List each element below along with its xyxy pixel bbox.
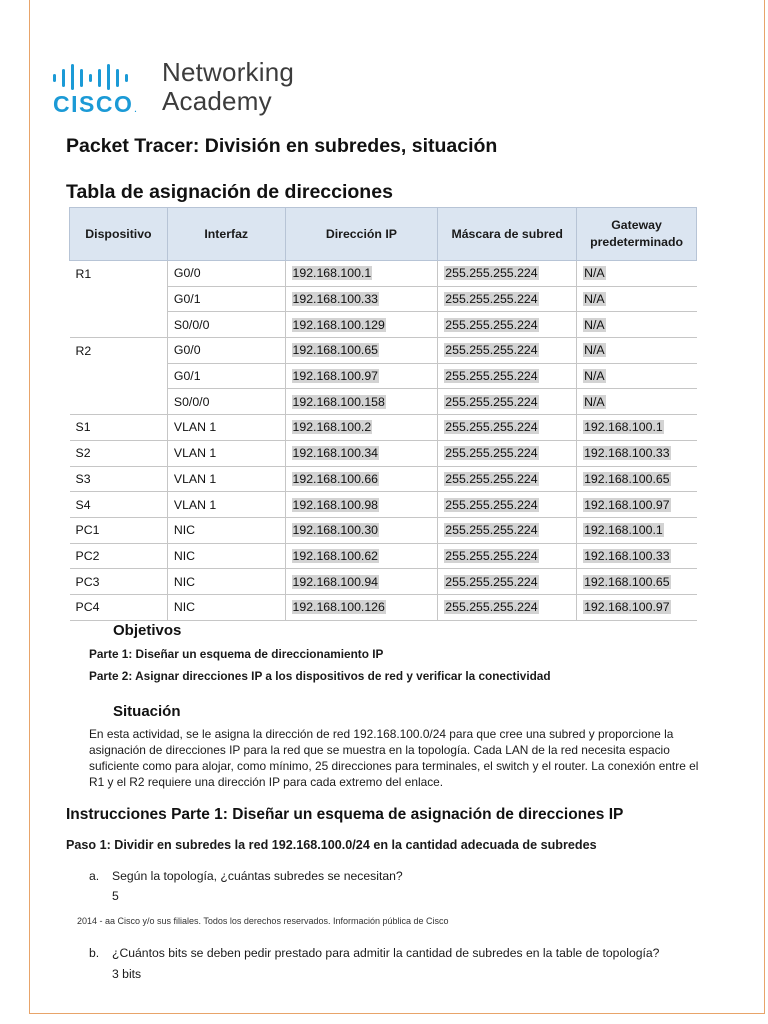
cell-interface: VLAN 1 [167, 415, 285, 441]
objective-part-1: Parte 1: Diseñar un esquema de direccionamiento IP [89, 647, 384, 661]
table-row [70, 415, 697, 441]
table-row [70, 517, 697, 543]
table-row [70, 492, 697, 518]
answer-b: 3 bits [112, 967, 142, 981]
cell-interface: S0/0/0 [167, 389, 285, 415]
cell-mask: 255.255.255.224 [438, 312, 577, 338]
cell-device: PC4 [70, 594, 168, 620]
cell-mask: 255.255.255.224 [438, 517, 577, 543]
cell-gateway: 192.168.100.65 [577, 466, 697, 492]
cell-ip: 192.168.100.33 [285, 286, 438, 312]
cell-ip: 192.168.100.126 [285, 594, 438, 620]
step-1-heading: Paso 1: Dividir en subredes la red 192.168.100.0/24 en la cantidad adecuada de subredes [66, 838, 597, 852]
cell-ip: 192.168.100.97 [285, 363, 438, 389]
cell-ip: 192.168.100.129 [285, 312, 438, 338]
cell-ip: 192.168.100.66 [285, 466, 438, 492]
cell-interface: G0/0 [167, 261, 285, 287]
cisco-networking-academy-logo [52, 58, 312, 118]
cell-gateway: 192.168.100.97 [577, 492, 697, 518]
cisco-wordmark: CISCO. [53, 91, 139, 117]
cell-interface: NIC [167, 594, 285, 620]
logo-line-academy: Academy [162, 86, 272, 116]
cell-mask: 255.255.255.224 [438, 286, 577, 312]
objective-part-2: Parte 2: Asignar direcciones IP a los dispositivos de red y verificar la conectividad [89, 669, 551, 683]
logo-line-networking: Networking [162, 57, 295, 87]
table-row [70, 389, 697, 415]
cell-device: R1 [70, 261, 168, 287]
table-row [70, 440, 697, 466]
cell-gateway: 192.168.100.33 [577, 543, 697, 569]
cell-device: PC2 [70, 543, 168, 569]
header-interface: Interfaz [167, 208, 285, 261]
cell-gateway: 192.168.100.1 [577, 517, 697, 543]
cell-ip: 192.168.100.2 [285, 415, 438, 441]
cell-gateway: N/A [577, 286, 697, 312]
answer-a: 5 [112, 889, 119, 903]
cell-mask: 255.255.255.224 [438, 543, 577, 569]
cell-interface: VLAN 1 [167, 440, 285, 466]
question-b-letter: b. [89, 946, 100, 960]
table-body [70, 261, 697, 621]
cell-interface: NIC [167, 569, 285, 595]
table-row [70, 466, 697, 492]
cell-ip: 192.168.100.1 [285, 261, 438, 287]
cell-gateway: N/A [577, 338, 697, 364]
cell-gateway: N/A [577, 261, 697, 287]
cell-gateway: 192.168.100.1 [577, 415, 697, 441]
cell-device [70, 363, 168, 389]
cell-interface: VLAN 1 [167, 492, 285, 518]
situation-text: En esta actividad, se le asigna la dirección de red 192.168.100.0/24 para que cree una subred y proporcione la asignación de direcciones IP para la red que se muestra en la topología. Cada LAN de la red necesita espacio suficiente como para alojar, como mínimo, 25 direcciones para terminales, el switch y el router. La conexión entre el R1 y el R2 requiere una dirección IP para cada extremo del enlace. [89, 727, 699, 789]
cell-gateway: N/A [577, 389, 697, 415]
table-row [70, 338, 697, 364]
cell-gateway: 192.168.100.65 [577, 569, 697, 595]
cell-ip: 192.168.100.94 [285, 569, 438, 595]
cell-mask: 255.255.255.224 [438, 440, 577, 466]
table-row [70, 594, 697, 620]
cell-interface: G0/1 [167, 286, 285, 312]
cell-ip: 192.168.100.34 [285, 440, 438, 466]
cell-device: S2 [70, 440, 168, 466]
cell-interface: G0/0 [167, 338, 285, 364]
cell-mask: 255.255.255.224 [438, 569, 577, 595]
cell-device: PC1 [70, 517, 168, 543]
cell-device [70, 312, 168, 338]
cell-interface: NIC [167, 543, 285, 569]
cell-mask: 255.255.255.224 [438, 466, 577, 492]
cell-gateway: N/A [577, 363, 697, 389]
networking-academy-text [162, 58, 294, 116]
table-row [70, 543, 697, 569]
address-table [69, 207, 697, 621]
cell-mask: 255.255.255.224 [438, 338, 577, 364]
cell-ip: 192.168.100.30 [285, 517, 438, 543]
cell-gateway: 192.168.100.33 [577, 440, 697, 466]
cisco-bridge-bars-icon [52, 62, 150, 90]
situation-heading: Situación [113, 703, 181, 720]
header-mask: Máscara de subred [438, 208, 577, 261]
table-row [70, 312, 697, 338]
objectives-heading: Objetivos [113, 622, 182, 639]
question-a-text: Según la topología, ¿cuántas subredes se necesitan? [112, 869, 403, 883]
cell-interface: G0/1 [167, 363, 285, 389]
document-title: Packet Tracer: División en subredes, situación [66, 135, 498, 157]
cell-mask: 255.255.255.224 [438, 415, 577, 441]
cell-interface: VLAN 1 [167, 466, 285, 492]
header-ip: Dirección IP [285, 208, 438, 261]
cell-gateway: 192.168.100.97 [577, 594, 697, 620]
cell-mask: 255.255.255.224 [438, 363, 577, 389]
header-device: Dispositivo [70, 208, 168, 261]
cell-device: R2 [70, 338, 168, 364]
cell-interface: NIC [167, 517, 285, 543]
header-gateway: Gateway predeterminado [577, 208, 697, 261]
cell-device: S3 [70, 466, 168, 492]
cell-ip: 192.168.100.65 [285, 338, 438, 364]
instructions-heading: Instrucciones Parte 1: Diseñar un esquema de asignación de direcciones IP [66, 806, 624, 823]
table-row [70, 363, 697, 389]
cell-ip: 192.168.100.62 [285, 543, 438, 569]
table-title: Tabla de asignación de direcciones [66, 181, 393, 203]
cell-mask: 255.255.255.224 [438, 492, 577, 518]
cell-ip: 192.168.100.158 [285, 389, 438, 415]
cell-mask: 255.255.255.224 [438, 389, 577, 415]
table-header-row [70, 208, 697, 261]
cell-device [70, 286, 168, 312]
cell-gateway: N/A [577, 312, 697, 338]
cell-mask: 255.255.255.224 [438, 261, 577, 287]
question-b-text: ¿Cuántos bits se deben pedir prestado para admitir la cantidad de subredes en la table de topología? [112, 946, 660, 960]
cell-ip: 192.168.100.98 [285, 492, 438, 518]
cell-device: PC3 [70, 569, 168, 595]
cell-interface: S0/0/0 [167, 312, 285, 338]
table-row [70, 261, 697, 287]
cell-device [70, 389, 168, 415]
cell-device: S1 [70, 415, 168, 441]
question-a-letter: a. [89, 869, 100, 883]
cell-mask: 255.255.255.224 [438, 594, 577, 620]
copyright-footer: 2014 - aa Cisco y/o sus filiales. Todos los derechos reservados. Información pública de Cisco [77, 916, 449, 926]
cell-device: S4 [70, 492, 168, 518]
table-row [70, 286, 697, 312]
table-row [70, 569, 697, 595]
